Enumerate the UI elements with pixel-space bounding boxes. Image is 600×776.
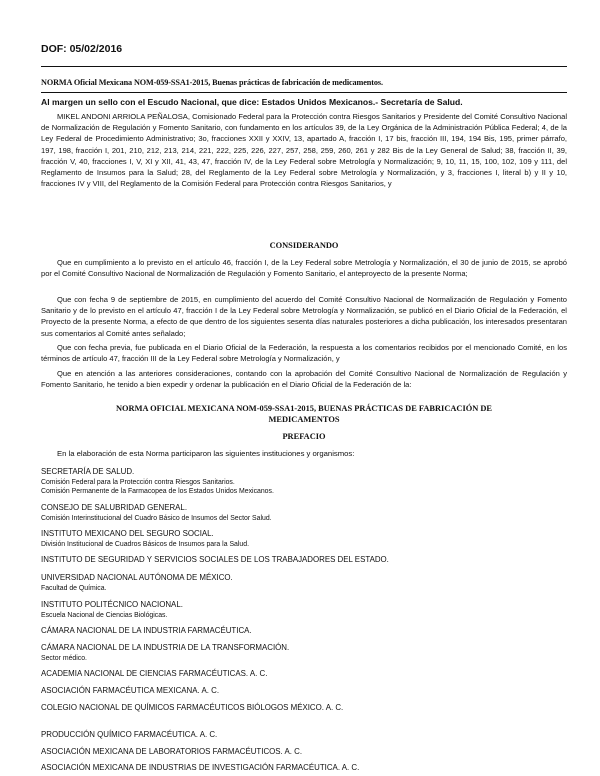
- institution-name: ASOCIACIÓN MEXICANA DE LABORATORIOS FARMACÉUTICOS. A. C.: [41, 747, 303, 756]
- institution-name: ASOCIACIÓN MEXICANA DE INDUSTRIAS DE INVESTIGACIÓN FARMACÉUTICA. A. C.: [41, 763, 360, 772]
- institution-block: [41, 555, 567, 566]
- institution-block: [41, 626, 567, 637]
- institution-name: UNIVERSIDAD NACIONAL AUTÓNOMA DE MÉXICO.: [41, 573, 233, 582]
- preamble-paragraph: MIKEL ANDONI ARRIOLA PEÑALOSA, Comisionado Federal para la Protección contra Riesgos Sanitarios y Presidente del Comité Consultivo Nacional de Normalización de Regulación y Fomento Sanitario, con fundamento en los artículos 39, de la Ley Orgánica de la Administración Pública Federal; 4, de la Ley Federal de Procedimiento Administrativo; 3o, fracciones XXII y XXIV, 13, apartado A, fracción I, 17 bis, fracción III, 194, 194 Bis, 195, primer párrafo, 197, 198, fracción I, 201, 210, 212, 213, 214, 221, 222, 225, 226, 227, 257, 258, 259, 260, 261 y 282 Bis de la Ley General de Salud; 38, fracción II, 39, fracción V, 40, fracciones I, V, XI y XII, 41, 43, 47, fracción IV, de la Ley Federal sobre Metrología y Normalización; 9, 10, 11, 15, 100, 102, 109 y 111, del Reglamento de Insumos para la Salud; 28, del Reglamento de la Ley Federal sobre Metrología y Normalización, y 3, fracciones I, literal b) y II y 10, fracciones IV y VIII, del Reglamento de la Comisión Federal para Protección contra Riesgos Sanitarios, y: [41, 112, 567, 189]
- institution-name: CÁMARA NACIONAL DE LA INDUSTRIA FARMACÉUTICA.: [41, 626, 252, 635]
- institution-sub: Comisión Federal para la Protección contra Riesgos Sanitarios.: [41, 478, 235, 486]
- institution-sub: Comisión Permanente de la Farmacopea de los Estados Unidos Mexicanos.: [41, 487, 274, 495]
- institution-sub: Facultad de Química.: [41, 584, 107, 592]
- institution-block: [41, 573, 567, 593]
- margin-note: Al margen un sello con el Escudo Nacional, que dice: Estados Unidos Mexicanos.- Secretaría de Salud.: [41, 97, 463, 107]
- institution-block: [41, 503, 567, 523]
- prefacio-intro: En la elaboración de esta Norma participaron las siguientes instituciones y organismos:: [57, 449, 355, 458]
- institution-block: [41, 529, 567, 549]
- institution-block: [41, 763, 567, 774]
- institution-block: [41, 703, 567, 714]
- prefacio-heading: PREFACIO: [282, 432, 326, 441]
- institution-name: INSTITUTO DE SEGURIDAD Y SERVICIOS SOCIALES DE LOS TRABAJADORES DEL ESTADO.: [41, 555, 389, 564]
- institution-name: INSTITUTO POLITÉCNICO NACIONAL.: [41, 600, 183, 609]
- norma-heading-line-2: MEDICAMENTOS: [268, 414, 340, 424]
- considerando-heading: CONSIDERANDO: [269, 241, 339, 250]
- institution-sub: Sector médico.: [41, 654, 87, 662]
- institution-name: ASOCIACIÓN FARMACÉUTICA MEXICANA. A. C.: [41, 686, 220, 695]
- institution-sub: Escuela Nacional de Ciencias Biológicas.: [41, 611, 168, 619]
- considerando-paragraph-2: Que con fecha 9 de septiembre de 2015, en cumplimiento del acuerdo del Comité Consultivo Nacional de Normalización de Regulación y Fomento Sanitario y de lo previsto en el artículo 47, fracción I de la Ley Federal sobre Metrología y Normalización, se publicó en el Diario Oficial de la Federación, el Proyecto de la presente Norma, a efecto de que dentro de los siguientes sesenta días naturales posteriores a dicha publicación, los interesados presentaran sus comentarios al Comité antes señalado;: [41, 295, 567, 338]
- institution-block: [41, 467, 567, 496]
- norma-title: NORMA Oficial Mexicana NOM-059-SSA1-2015, Buenas prácticas de fabricación de medicamentos.: [41, 78, 383, 87]
- institution-sub: División Institucional de Cuadros Básicos de Insumos para la Salud.: [41, 540, 249, 548]
- second-rule: [41, 92, 567, 93]
- institution-name: PRODUCCIÓN QUÍMICO FARMACÉUTICA. A. C.: [41, 730, 218, 739]
- considerando-paragraph-1: Que en cumplimiento a lo previsto en el artículo 46, fracción I, de la Ley Federal sobre Metrología y Normalización, el 30 de junio de 2015, se aprobó por el Comité Consultivo Nacional de Normalización de Regulación y Fomento Sanitario, el anteproyecto de la presente Norma;: [41, 258, 567, 279]
- institution-block: [41, 686, 567, 697]
- institution-name: CONSEJO DE SALUBRIDAD GENERAL.: [41, 503, 188, 512]
- institution-name: ACADEMIA NACIONAL DE CIENCIAS FARMACÉUTICAS. A. C.: [41, 669, 268, 678]
- considerando-paragraph-3: Que con fecha previa, fue publicada en el Diario Oficial de la Federación, la respuesta a los comentarios recibidos por el mencionado Comité, en los términos de artículo 47, fracción III de la Ley Federal sobre Metrología y Normalización, y: [41, 343, 567, 364]
- institution-block: [41, 730, 567, 741]
- institution-block: [41, 600, 567, 620]
- dof-date: DOF: 05/02/2016: [41, 43, 123, 55]
- institution-name: CÁMARA NACIONAL DE LA INDUSTRIA DE LA TRANSFORMACIÓN.: [41, 643, 290, 652]
- considerando-paragraph-4: Que en atención a las anteriores consideraciones, contando con la aprobación del Comité Consultivo Nacional de Normalización de Regulación y Fomento Sanitario, he tenido a bien expedir y ordenar la publicación en el Diario Oficial de la Federación de la:: [41, 369, 567, 390]
- norma-heading: [41, 404, 567, 425]
- institution-block: [41, 747, 567, 758]
- norma-heading-line-1: NORMA OFICIAL MEXICANA NOM-059-SSA1-2015, BUENAS PRÁCTICAS DE FABRICACIÓN DE: [115, 404, 493, 413]
- institution-block: [41, 669, 567, 680]
- institution-name: INSTITUTO MEXICANO DEL SEGURO SOCIAL.: [41, 529, 214, 538]
- institution-sub: Comisión Interinstitucional del Cuadro Básico de Insumos del Sector Salud.: [41, 514, 272, 522]
- top-rule: [41, 66, 567, 67]
- institution-name: SECRETARÍA DE SALUD.: [41, 467, 135, 476]
- institution-block: [41, 643, 567, 663]
- institution-name: COLEGIO NACIONAL DE QUÍMICOS FARMACÉUTICOS BIÓLOGOS MÉXICO. A. C.: [41, 703, 344, 712]
